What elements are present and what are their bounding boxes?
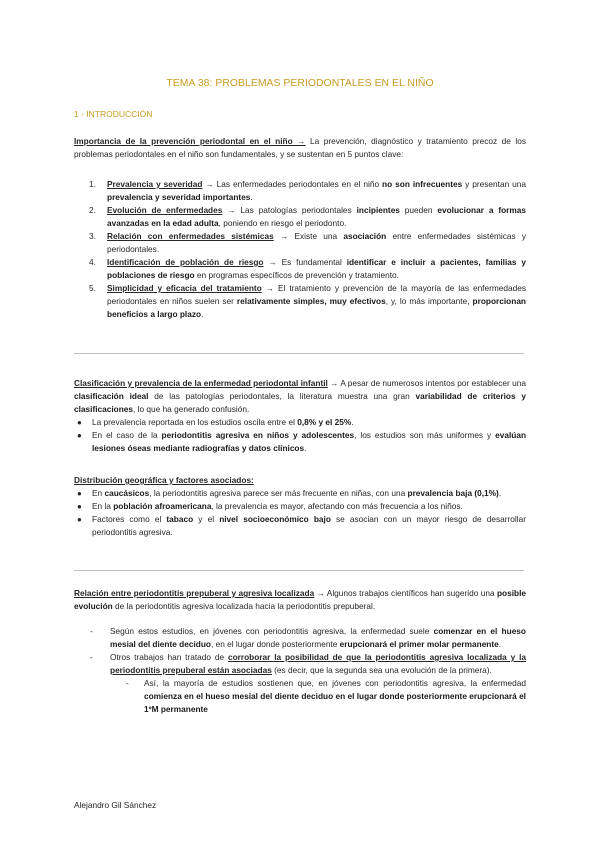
intro-paragraph: Importancia de la prevención periodontal en el niño → La prevención, diagnóstico y tratamiento precoz de los problemas periodontales en el niño son fundamentales, y se sustentan en 5 puntos clave:	[74, 136, 526, 159]
list-item: ● En caucásicos, la periodontitis agresiva parece ser más frecuente en niñas, con una prevalencia baja (0,1%).	[77, 488, 502, 498]
bullet-icon: ●	[77, 502, 82, 511]
section-divider	[74, 353, 524, 354]
relation-heading: Relación entre periodontitis prepuberal y agresiva localizada	[74, 588, 315, 598]
distribution-section	[74, 474, 526, 539]
intro-heading: Importancia de la prevención periodontal en el niño →	[74, 136, 306, 146]
dash-icon: -	[90, 652, 93, 662]
list-item: 3. Relación con enfermedades sistémicas → Existe una asociación entre enfermedades sistémicas y periodontales.	[89, 231, 526, 254]
list-item: 2. Evolución de enfermedades → Las patologías periodontales incipientes pueden evolucionar a formas avanzadas en la edad adulta, poniendo en riesgo el periodonto.	[89, 205, 527, 228]
list-item: 5. Simplicidad y eficacia del tratamiento → El tratamiento y prevención de la mayoría de las enfermedades periodontales en niños suelen ser relativamente simples, muy efectivos, y, lo más importante, proporcionan beneficios a largo plazo.	[89, 283, 527, 319]
list-item: ● Factores como el tabaco y el nivel socioeconómico bajo se asocian con un mayor riesgo de desarrollar periodontitis agresiva.	[77, 514, 526, 537]
bullet-icon: ●	[77, 489, 82, 498]
footer-author: Alejandro Gil Sánchez	[74, 800, 157, 810]
dash-icon: -	[126, 678, 129, 688]
list-item: ● En el caso de la periodontitis agresiva en niños y adolescentes, los estudios son más uniformes y evalúan lesiones óseas mediante radiografías y datos clínicos.	[77, 430, 527, 453]
page-title: TEMA 38: PROBLEMAS PERIODONTALES EN EL NIÑO	[166, 78, 434, 89]
classification-section: Clasificación y prevalencia de la enfermedad periodontal infantil → A pesar de numerosos intentos por establecer una clasificación ideal de las patologías periodontales, la literatura muestra una gran variabilidad de criterios y clasificaciones, lo que ha generado confusión. ● La prevalencia reportada en los estudios oscila entre el 0,8% y el 25%. ● En el caso de la periodontitis agresiva en niños y adolescentes, los estudios son más uniformes y evalúan lesiones óseas mediante radiografías y datos clínicos.	[74, 378, 527, 453]
list-item: 1. Prevalencia y severidad → Las enfermedades periodontales en el niño no son infrecuentes y presentan una prevalencia y severidad importantes.	[89, 179, 526, 202]
list-item: ● La prevalencia reportada en los estudios oscila entre el 0,8% y el 25%.	[77, 417, 354, 427]
distribution-heading: Distribución geográfica y factores asociados:	[74, 475, 254, 485]
list-item: 4. Identificación de población de riesgo → Es fundamental identificar e incluir a pacientes, familias y poblaciones de riesgo en programas específicos de prevención y tratamiento.	[89, 257, 526, 280]
list-item: - Según estos estudios, en jóvenes con periodontitis agresiva, la enfermedad suele comenzar en el hueso mesial del diente deciduo, en el lugar donde posteriormente erupcionará el primer molar permanente.	[90, 626, 526, 649]
classification-heading: Clasificación y prevalencia de la enfermedad periodontal infantil	[74, 378, 328, 388]
bullet-icon: ●	[77, 431, 82, 440]
list-item: - Así, la mayoría de estudios sostienen que, en jóvenes con periodontitis agresiva, la enfermedad comienza en el hueso mesial del diente deciduo en el lugar donde posteriormente erupcionará el 1ºM permanente	[126, 678, 526, 714]
list-item: - Otros trabajos han tratado de corroborar la posibilidad de que la periodontitis agresiva localizada y la periodontitis prepuberal están asociadas (es decir, que la segunda sea una evolución de la primera).	[90, 652, 527, 675]
section-divider	[74, 570, 524, 571]
relation-section: Relación entre periodontitis prepuberal y agresiva localizada → Algunos trabajos científicos han sugerido una posible evolución de la periodontitis agresiva localizada hacia la periodontitis prepuberal. - Según estos estudios, en jóvenes con periodontitis agresiva, la enfermedad suele comenzar en el hueso mesial del diente deciduo, en el lugar donde posteriormente erupcionará el primer molar permanente. - Otros trabajos han tratado de corroborar la posibilidad de que la periodontitis agresiva localizada y la periodontitis prepuberal están asociadas (es decir, que la segunda sea una evolución de la primera). - Así, la mayoría de estudios sostienen que, en jóvenes con periodontitis agresiva, la enfermedad comienza en el hueso mesial del diente deciduo en el lugar donde posteriormente erupcionará el 1ºM permanente	[74, 588, 527, 714]
list-item: ● En la población afroamericana, la prevalencia es mayor, afectando con más frecuencia a los niños.	[77, 501, 463, 511]
key-points-list	[74, 178, 526, 321]
dash-icon: -	[90, 626, 93, 636]
bullet-icon: ●	[77, 515, 82, 524]
section-heading: 1 - INTRODUCCIÓN	[74, 109, 153, 119]
bullet-icon: ●	[77, 418, 82, 427]
